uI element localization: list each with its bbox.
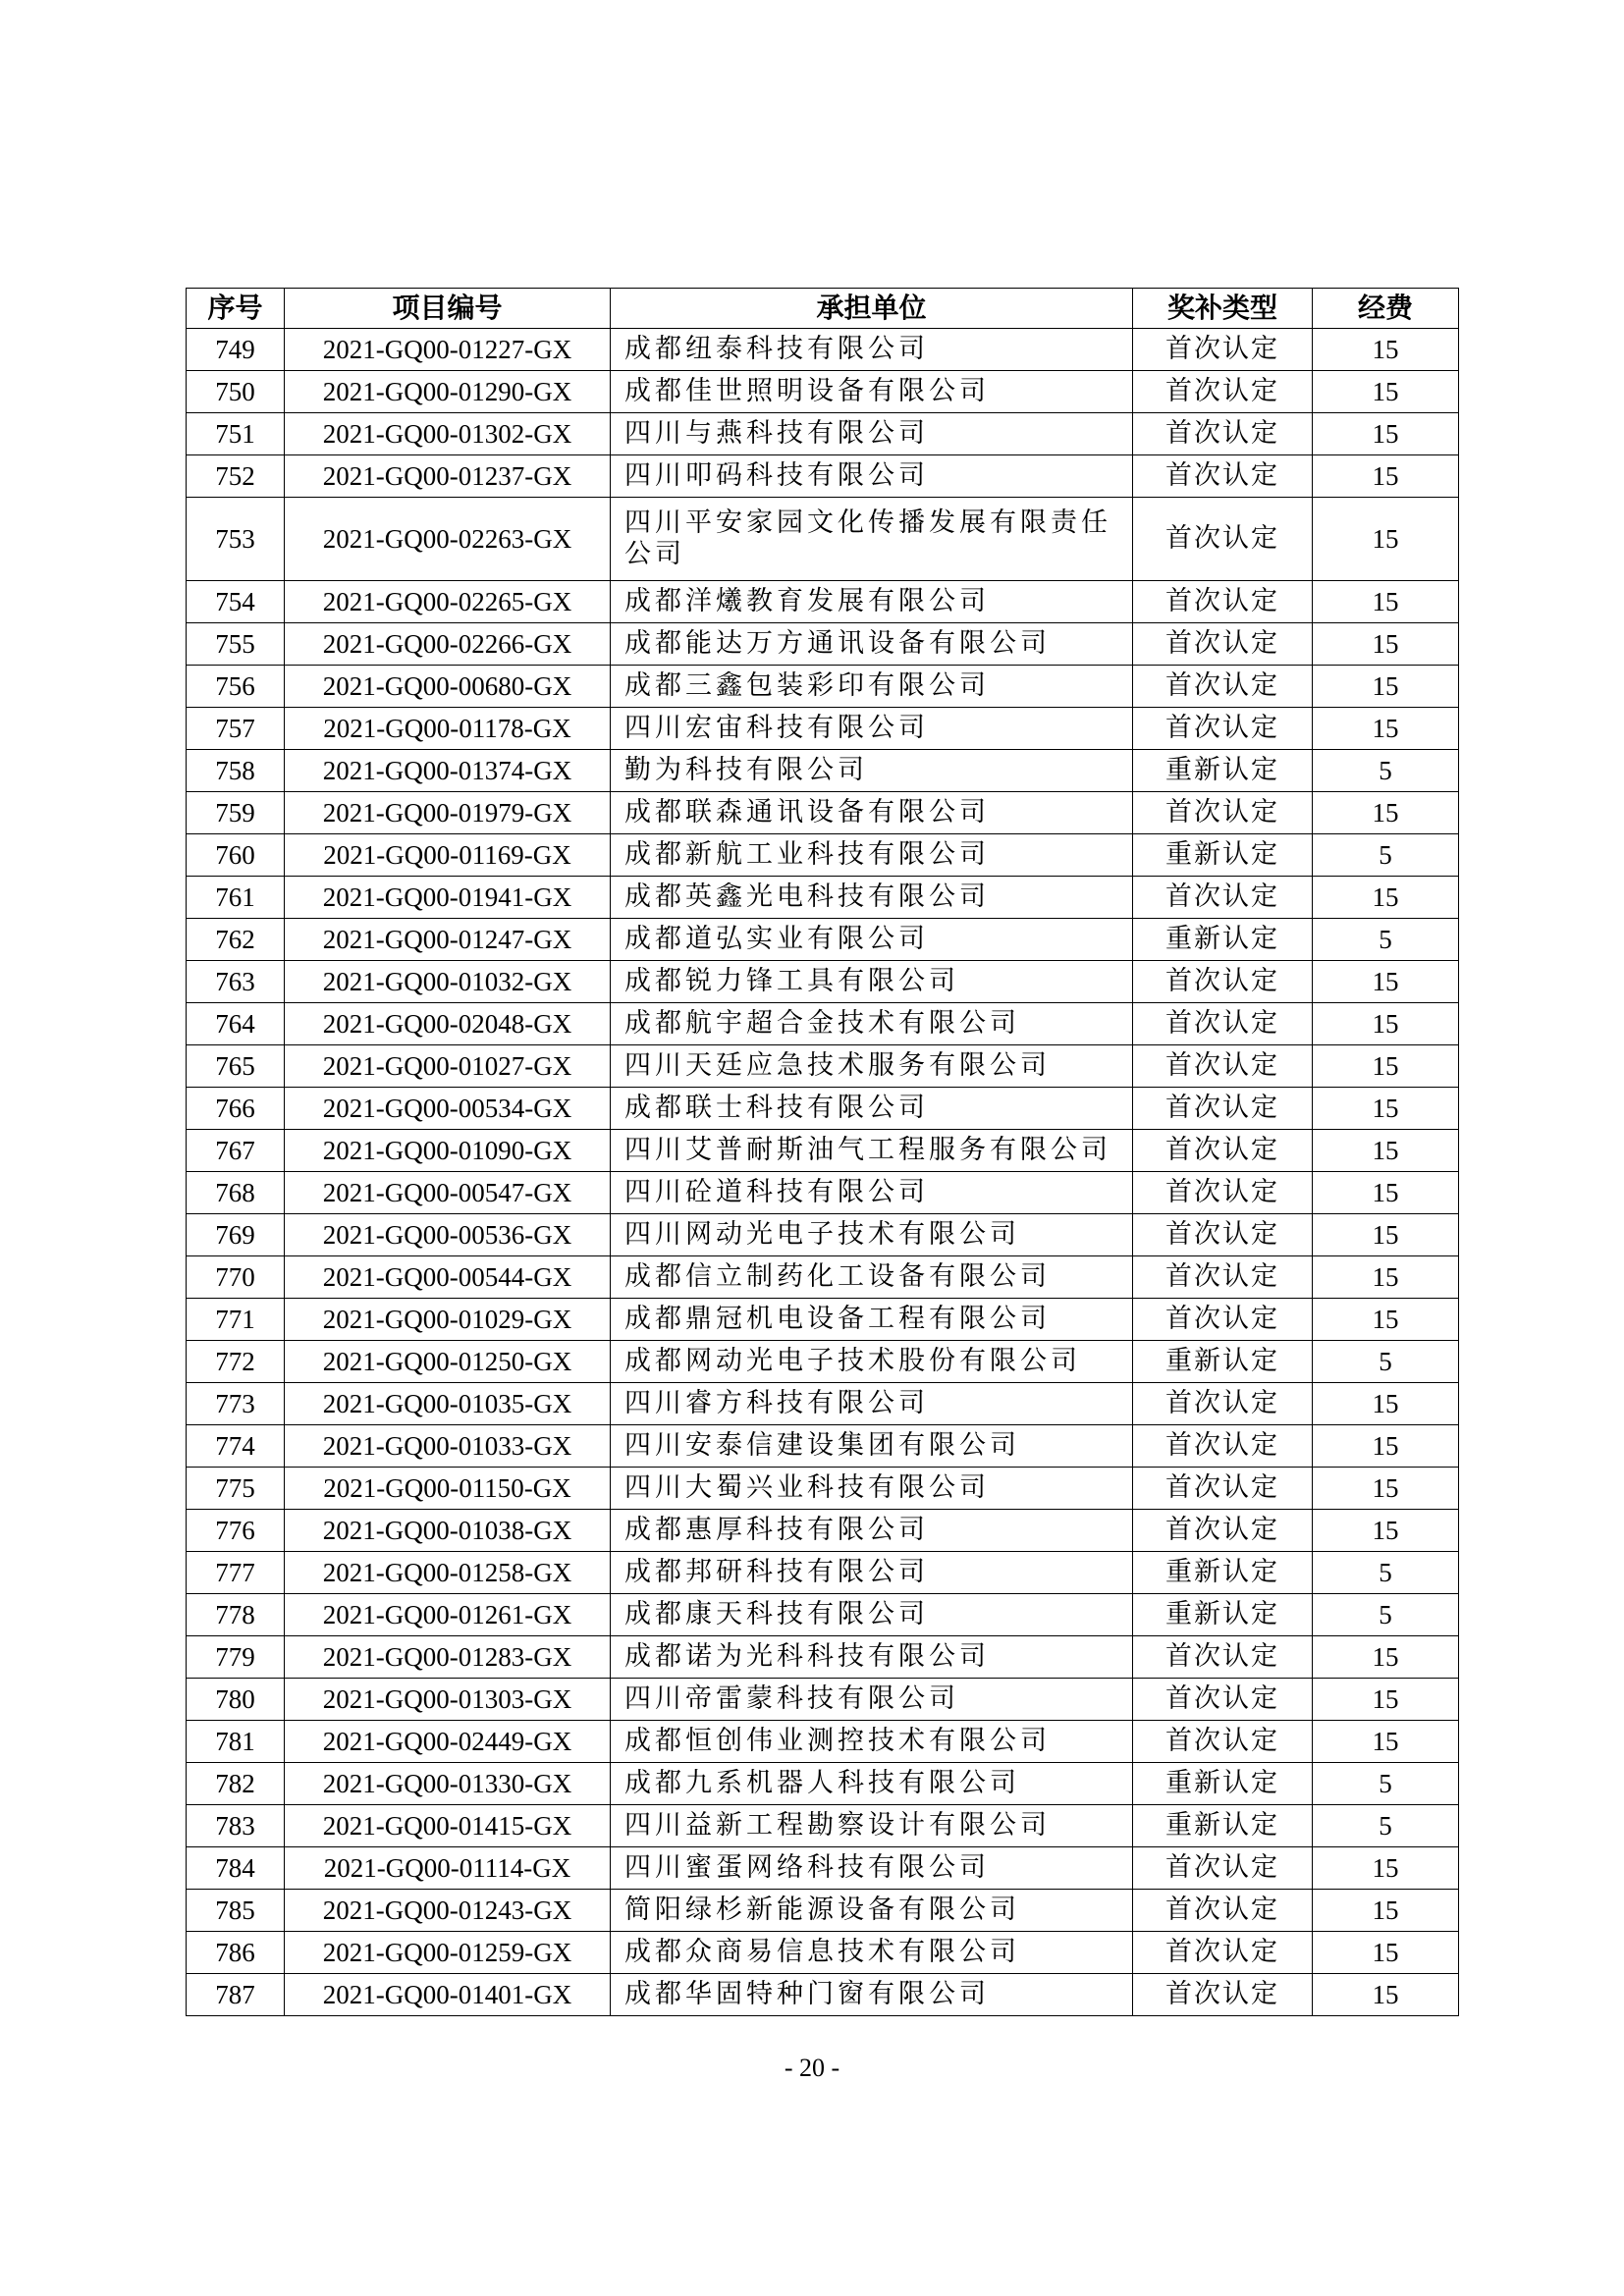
table-row (187, 1763, 1459, 1805)
cell-type: 首次认定 (1133, 1468, 1313, 1510)
header-row (187, 289, 1459, 329)
cell-seq: 769 (187, 1214, 285, 1256)
cell-code: 2021-GQ00-00547-GX (285, 1172, 611, 1214)
table-row (187, 877, 1459, 919)
table-row (187, 1468, 1459, 1510)
cell-type: 重新认定 (1133, 1594, 1313, 1636)
cell-type: 首次认定 (1133, 1974, 1313, 2016)
table-row (187, 708, 1459, 750)
cell-code: 2021-GQ00-01330-GX (285, 1763, 611, 1805)
cell-fee: 15 (1313, 1510, 1459, 1552)
cell-code: 2021-GQ00-01979-GX (285, 792, 611, 834)
cell-fee: 15 (1313, 1932, 1459, 1974)
cell-type: 首次认定 (1133, 1299, 1313, 1341)
page-number: - 20 - (784, 2054, 840, 2082)
cell-seq: 786 (187, 1932, 285, 1974)
table-row (187, 750, 1459, 792)
cell-fee: 15 (1313, 1256, 1459, 1299)
cell-fee: 15 (1313, 1974, 1459, 2016)
table-row (187, 1594, 1459, 1636)
cell-unit: 四川天廷应急技术服务有限公司 (611, 1045, 1133, 1088)
table-row (187, 1425, 1459, 1468)
cell-type: 首次认定 (1133, 329, 1313, 371)
cell-unit: 成都网动光电子技术股份有限公司 (611, 1341, 1133, 1383)
table-row (187, 1383, 1459, 1425)
cell-type: 重新认定 (1133, 1805, 1313, 1847)
cell-seq: 751 (187, 413, 285, 455)
cell-unit: 简阳绿杉新能源设备有限公司 (611, 1890, 1133, 1932)
table-row (187, 498, 1459, 581)
cell-code: 2021-GQ00-01150-GX (285, 1468, 611, 1510)
cell-unit: 四川安泰信建设集团有限公司 (611, 1425, 1133, 1468)
cell-unit: 成都洋爔教育发展有限公司 (611, 581, 1133, 623)
cell-code: 2021-GQ00-01250-GX (285, 1341, 611, 1383)
cell-fee: 15 (1313, 1847, 1459, 1890)
cell-seq: 768 (187, 1172, 285, 1214)
cell-fee: 15 (1313, 329, 1459, 371)
cell-type: 首次认定 (1133, 1847, 1313, 1890)
table-row (187, 1552, 1459, 1594)
cell-fee: 15 (1313, 1383, 1459, 1425)
table-row (187, 834, 1459, 877)
cell-seq: 782 (187, 1763, 285, 1805)
cell-seq: 770 (187, 1256, 285, 1299)
cell-unit: 成都道弘实业有限公司 (611, 919, 1133, 961)
cell-code: 2021-GQ00-01029-GX (285, 1299, 611, 1341)
cell-seq: 775 (187, 1468, 285, 1510)
cell-type: 首次认定 (1133, 1890, 1313, 1932)
cell-unit: 四川宏宙科技有限公司 (611, 708, 1133, 750)
cell-fee: 15 (1313, 413, 1459, 455)
cell-seq: 759 (187, 792, 285, 834)
cell-unit: 成都佳世照明设备有限公司 (611, 371, 1133, 413)
cell-code: 2021-GQ00-01035-GX (285, 1383, 611, 1425)
table-row (187, 1636, 1459, 1679)
header-seq: 序号 (187, 289, 285, 329)
header-code: 项目编号 (285, 289, 611, 329)
table-row (187, 919, 1459, 961)
cell-seq: 764 (187, 1003, 285, 1045)
table-row (187, 1510, 1459, 1552)
cell-type: 重新认定 (1133, 1341, 1313, 1383)
cell-type: 首次认定 (1133, 1721, 1313, 1763)
header-fee: 经费 (1313, 289, 1459, 329)
cell-seq: 781 (187, 1721, 285, 1763)
cell-fee: 15 (1313, 1045, 1459, 1088)
table-row (187, 1214, 1459, 1256)
cell-type: 首次认定 (1133, 877, 1313, 919)
cell-seq: 762 (187, 919, 285, 961)
cell-fee: 15 (1313, 1088, 1459, 1130)
cell-fee: 15 (1313, 1130, 1459, 1172)
cell-unit: 四川益新工程勘察设计有限公司 (611, 1805, 1133, 1847)
cell-type: 首次认定 (1133, 1679, 1313, 1721)
cell-unit: 四川艾普耐斯油气工程服务有限公司 (611, 1130, 1133, 1172)
cell-unit: 四川大蜀兴业科技有限公司 (611, 1468, 1133, 1510)
cell-fee: 15 (1313, 1679, 1459, 1721)
cell-unit: 成都信立制药化工设备有限公司 (611, 1256, 1133, 1299)
cell-type: 首次认定 (1133, 1932, 1313, 1974)
cell-type: 首次认定 (1133, 1130, 1313, 1172)
cell-type: 首次认定 (1133, 1214, 1313, 1256)
cell-unit: 成都九系机器人科技有限公司 (611, 1763, 1133, 1805)
cell-unit: 成都华固特种门窗有限公司 (611, 1974, 1133, 2016)
cell-unit: 成都纽泰科技有限公司 (611, 329, 1133, 371)
cell-unit: 成都航宇超合金技术有限公司 (611, 1003, 1133, 1045)
cell-code: 2021-GQ00-02449-GX (285, 1721, 611, 1763)
cell-seq: 785 (187, 1890, 285, 1932)
table-row (187, 1045, 1459, 1088)
cell-unit: 成都联森通讯设备有限公司 (611, 792, 1133, 834)
cell-fee: 5 (1313, 919, 1459, 961)
cell-seq: 780 (187, 1679, 285, 1721)
cell-type: 首次认定 (1133, 1636, 1313, 1679)
cell-code: 2021-GQ00-01114-GX (285, 1847, 611, 1890)
cell-fee: 15 (1313, 877, 1459, 919)
cell-code: 2021-GQ00-01401-GX (285, 1974, 611, 2016)
cell-type: 首次认定 (1133, 623, 1313, 666)
cell-seq: 763 (187, 961, 285, 1003)
table-row (187, 1256, 1459, 1299)
cell-unit: 勤为科技有限公司 (611, 750, 1133, 792)
cell-seq: 777 (187, 1552, 285, 1594)
cell-code: 2021-GQ00-01027-GX (285, 1045, 611, 1088)
cell-seq: 754 (187, 581, 285, 623)
cell-code: 2021-GQ00-01178-GX (285, 708, 611, 750)
cell-type: 首次认定 (1133, 708, 1313, 750)
cell-code: 2021-GQ00-01169-GX (285, 834, 611, 877)
cell-fee: 15 (1313, 498, 1459, 581)
cell-code: 2021-GQ00-01259-GX (285, 1932, 611, 1974)
cell-unit: 成都康天科技有限公司 (611, 1594, 1133, 1636)
cell-seq: 761 (187, 877, 285, 919)
cell-fee: 15 (1313, 1299, 1459, 1341)
table-row (187, 1679, 1459, 1721)
cell-type: 首次认定 (1133, 455, 1313, 498)
table-row (187, 455, 1459, 498)
table-row (187, 1721, 1459, 1763)
cell-seq: 772 (187, 1341, 285, 1383)
cell-fee: 15 (1313, 581, 1459, 623)
cell-type: 首次认定 (1133, 1425, 1313, 1468)
table-row (187, 1890, 1459, 1932)
table-row (187, 666, 1459, 708)
cell-code: 2021-GQ00-01237-GX (285, 455, 611, 498)
cell-fee: 5 (1313, 834, 1459, 877)
cell-unit: 成都邦研科技有限公司 (611, 1552, 1133, 1594)
cell-fee: 15 (1313, 1636, 1459, 1679)
cell-type: 首次认定 (1133, 498, 1313, 581)
cell-code: 2021-GQ00-01033-GX (285, 1425, 611, 1468)
table-row (187, 1847, 1459, 1890)
cell-seq: 784 (187, 1847, 285, 1890)
cell-type: 重新认定 (1133, 1552, 1313, 1594)
cell-fee: 15 (1313, 623, 1459, 666)
cell-seq: 774 (187, 1425, 285, 1468)
table-row (187, 1974, 1459, 2016)
cell-seq: 787 (187, 1974, 285, 2016)
cell-code: 2021-GQ00-01302-GX (285, 413, 611, 455)
cell-code: 2021-GQ00-00544-GX (285, 1256, 611, 1299)
cell-unit: 成都锐力锋工具有限公司 (611, 961, 1133, 1003)
cell-code: 2021-GQ00-00534-GX (285, 1088, 611, 1130)
cell-seq: 750 (187, 371, 285, 413)
cell-code: 2021-GQ00-00536-GX (285, 1214, 611, 1256)
cell-seq: 749 (187, 329, 285, 371)
cell-type: 重新认定 (1133, 919, 1313, 961)
table-row (187, 961, 1459, 1003)
cell-type: 首次认定 (1133, 1172, 1313, 1214)
table-row (187, 1172, 1459, 1214)
cell-unit: 四川叩码科技有限公司 (611, 455, 1133, 498)
cell-unit: 四川与燕科技有限公司 (611, 413, 1133, 455)
cell-seq: 783 (187, 1805, 285, 1847)
cell-type: 首次认定 (1133, 1256, 1313, 1299)
cell-unit: 四川蜜蛋网络科技有限公司 (611, 1847, 1133, 1890)
cell-unit: 成都恒创伟业测控技术有限公司 (611, 1721, 1133, 1763)
cell-fee: 15 (1313, 1890, 1459, 1932)
cell-unit: 成都诺为光科科技有限公司 (611, 1636, 1133, 1679)
cell-unit: 成都惠厚科技有限公司 (611, 1510, 1133, 1552)
cell-code: 2021-GQ00-01261-GX (285, 1594, 611, 1636)
cell-fee: 15 (1313, 1721, 1459, 1763)
cell-unit: 成都联士科技有限公司 (611, 1088, 1133, 1130)
cell-seq: 776 (187, 1510, 285, 1552)
cell-fee: 15 (1313, 1468, 1459, 1510)
cell-fee: 5 (1313, 1594, 1459, 1636)
cell-seq: 773 (187, 1383, 285, 1425)
header-type: 奖补类型 (1133, 289, 1313, 329)
cell-code: 2021-GQ00-02265-GX (285, 581, 611, 623)
cell-code: 2021-GQ00-01290-GX (285, 371, 611, 413)
cell-seq: 779 (187, 1636, 285, 1679)
cell-code: 2021-GQ00-01415-GX (285, 1805, 611, 1847)
cell-seq: 760 (187, 834, 285, 877)
cell-fee: 5 (1313, 1805, 1459, 1847)
table-row (187, 1341, 1459, 1383)
cell-type: 首次认定 (1133, 371, 1313, 413)
cell-seq: 757 (187, 708, 285, 750)
cell-unit: 四川帝雷蒙科技有限公司 (611, 1679, 1133, 1721)
cell-code: 2021-GQ00-02263-GX (285, 498, 611, 581)
cell-code: 2021-GQ00-02266-GX (285, 623, 611, 666)
cell-code: 2021-GQ00-01090-GX (285, 1130, 611, 1172)
header-unit: 承担单位 (611, 289, 1133, 329)
cell-seq: 778 (187, 1594, 285, 1636)
table-header (187, 289, 1459, 329)
table-row (187, 329, 1459, 371)
cell-fee: 15 (1313, 1214, 1459, 1256)
cell-fee: 15 (1313, 1172, 1459, 1214)
cell-fee: 15 (1313, 455, 1459, 498)
cell-type: 首次认定 (1133, 1510, 1313, 1552)
cell-fee: 5 (1313, 750, 1459, 792)
cell-unit: 成都众商易信息技术有限公司 (611, 1932, 1133, 1974)
cell-type: 首次认定 (1133, 1383, 1313, 1425)
cell-fee: 15 (1313, 792, 1459, 834)
cell-code: 2021-GQ00-02048-GX (285, 1003, 611, 1045)
cell-fee: 15 (1313, 961, 1459, 1003)
cell-code: 2021-GQ00-01032-GX (285, 961, 611, 1003)
table-row (187, 371, 1459, 413)
cell-type: 首次认定 (1133, 1003, 1313, 1045)
cell-unit: 成都三鑫包装彩印有限公司 (611, 666, 1133, 708)
table-row (187, 581, 1459, 623)
cell-seq: 755 (187, 623, 285, 666)
cell-unit: 四川睿方科技有限公司 (611, 1383, 1133, 1425)
cell-type: 首次认定 (1133, 666, 1313, 708)
cell-code: 2021-GQ00-01941-GX (285, 877, 611, 919)
cell-seq: 765 (187, 1045, 285, 1088)
cell-fee: 15 (1313, 371, 1459, 413)
cell-type: 首次认定 (1133, 581, 1313, 623)
cell-fee: 15 (1313, 708, 1459, 750)
table-row (187, 1805, 1459, 1847)
table-row (187, 413, 1459, 455)
cell-code: 2021-GQ00-01038-GX (285, 1510, 611, 1552)
cell-code: 2021-GQ00-01303-GX (285, 1679, 611, 1721)
cell-unit: 四川网动光电子技术有限公司 (611, 1214, 1133, 1256)
cell-code: 2021-GQ00-01247-GX (285, 919, 611, 961)
table-row (187, 792, 1459, 834)
cell-fee: 15 (1313, 1003, 1459, 1045)
cell-seq: 752 (187, 455, 285, 498)
cell-unit: 四川平安家园文化传播发展有限责任公司 (611, 498, 1133, 581)
cell-seq: 758 (187, 750, 285, 792)
cell-seq: 756 (187, 666, 285, 708)
cell-type: 首次认定 (1133, 961, 1313, 1003)
cell-seq: 771 (187, 1299, 285, 1341)
cell-fee: 5 (1313, 1552, 1459, 1594)
cell-type: 重新认定 (1133, 1763, 1313, 1805)
cell-type: 首次认定 (1133, 413, 1313, 455)
cell-unit: 成都鼎冠机电设备工程有限公司 (611, 1299, 1133, 1341)
cell-seq: 753 (187, 498, 285, 581)
cell-type: 首次认定 (1133, 1045, 1313, 1088)
cell-type: 首次认定 (1133, 1088, 1313, 1130)
cell-type: 重新认定 (1133, 834, 1313, 877)
table-row (187, 1299, 1459, 1341)
cell-code: 2021-GQ00-01283-GX (285, 1636, 611, 1679)
table-row (187, 623, 1459, 666)
table-body (187, 329, 1459, 2016)
table-row (187, 1932, 1459, 1974)
cell-code: 2021-GQ00-01243-GX (285, 1890, 611, 1932)
cell-type: 首次认定 (1133, 792, 1313, 834)
cell-code: 2021-GQ00-00680-GX (285, 666, 611, 708)
grant-table (186, 288, 1459, 2016)
table-row (187, 1088, 1459, 1130)
cell-fee: 15 (1313, 1425, 1459, 1468)
cell-code: 2021-GQ00-01258-GX (285, 1552, 611, 1594)
cell-fee: 15 (1313, 666, 1459, 708)
cell-seq: 766 (187, 1088, 285, 1130)
cell-unit: 成都能达万方通讯设备有限公司 (611, 623, 1133, 666)
table-row (187, 1003, 1459, 1045)
cell-code: 2021-GQ00-01227-GX (285, 329, 611, 371)
cell-unit: 四川砼道科技有限公司 (611, 1172, 1133, 1214)
cell-fee: 5 (1313, 1763, 1459, 1805)
cell-unit: 成都新航工业科技有限公司 (611, 834, 1133, 877)
cell-unit: 成都英鑫光电科技有限公司 (611, 877, 1133, 919)
cell-type: 重新认定 (1133, 750, 1313, 792)
table-row (187, 1130, 1459, 1172)
cell-fee: 5 (1313, 1341, 1459, 1383)
cell-seq: 767 (187, 1130, 285, 1172)
cell-code: 2021-GQ00-01374-GX (285, 750, 611, 792)
